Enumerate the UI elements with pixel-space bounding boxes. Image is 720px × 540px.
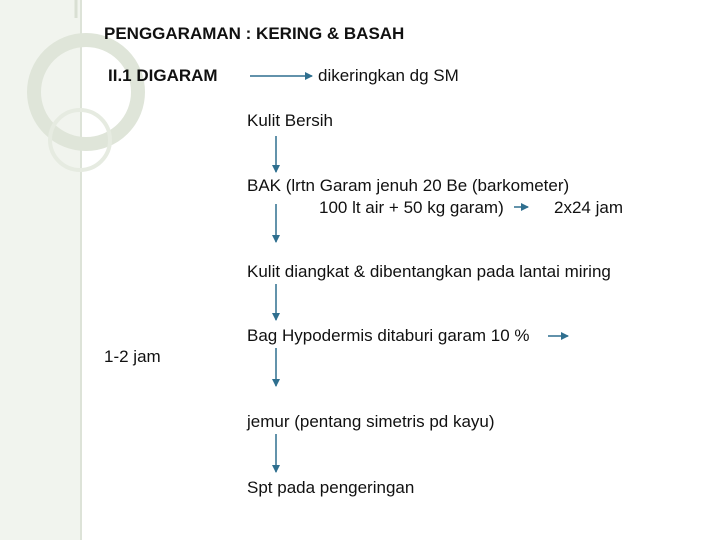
- step-jemur: jemur (pentang simetris pd kayu): [247, 412, 495, 431]
- step-hypodermis: Bag Hypodermis ditaburi garam 10 %: [247, 326, 530, 345]
- step-bak: BAK (lrtn Garam jenuh 20 Be (barkometer): [247, 176, 570, 195]
- step-kulit-bersih: Kulit Bersih: [247, 111, 333, 130]
- slide-title: PENGGARAMAN : KERING & BASAH: [104, 24, 405, 43]
- side-duration-note: 1-2 jam: [104, 347, 161, 366]
- step-bak-duration: 2x24 jam: [554, 198, 623, 217]
- step-pengeringan: Spt pada pengeringan: [247, 478, 415, 497]
- step-kulit-diangkat: Kulit diangkat & dibentangkan pada lantai miring: [247, 262, 611, 281]
- step-bak-ratio: 100 lt air + 50 kg garam): [319, 198, 504, 217]
- step-dry-label: dikeringkan dg SM: [318, 66, 459, 85]
- section-label: II.1 DIGARAM: [108, 66, 218, 85]
